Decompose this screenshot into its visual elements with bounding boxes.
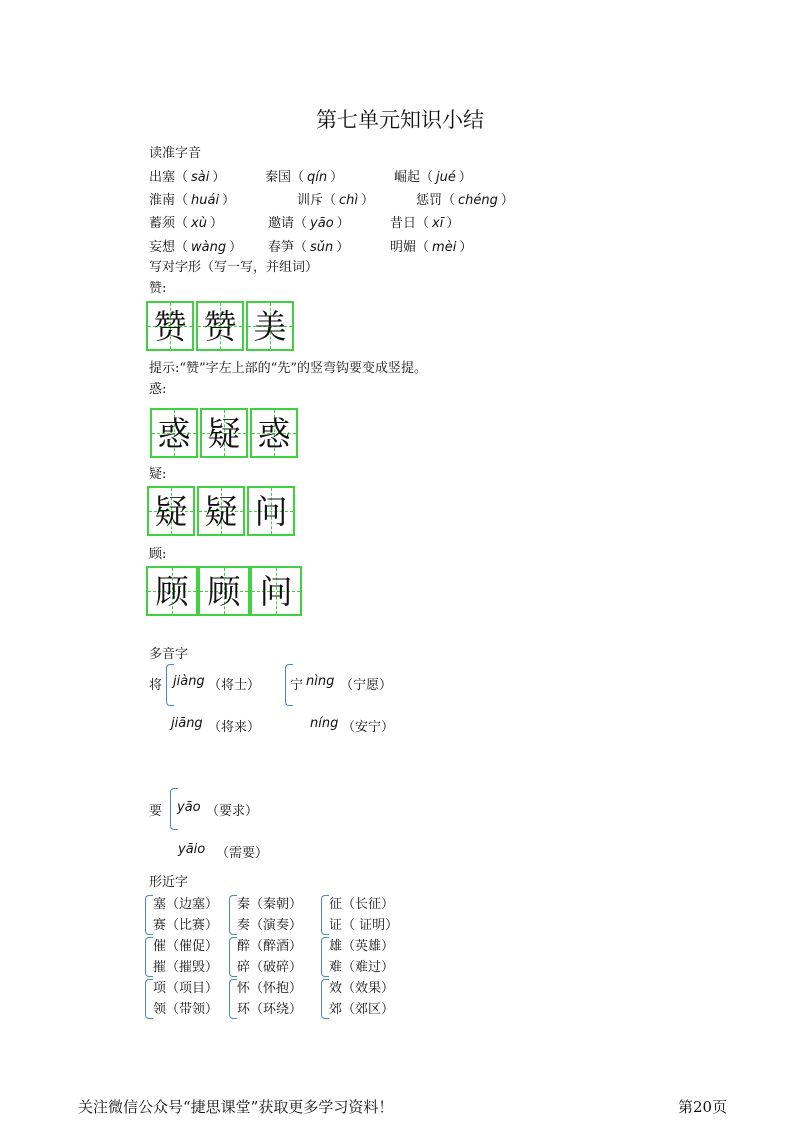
similar-item: 雄（英雄） [329,939,395,954]
similar-item: 奏（演奏） [237,918,303,933]
pronunciation-word: 邀请 [268,216,295,231]
group-label-zan: 赞: [149,281,167,296]
brace-similar [321,979,329,1019]
brace-similar [229,937,237,977]
brace-similar [229,895,237,935]
pronunciation-pinyin: chì [339,193,359,208]
page-number: 第20页 [678,1098,728,1116]
polyphone-py: jiàng [173,674,205,689]
pronunciation-word: 蓄须 [149,216,176,231]
similar-item: 怀（怀抱） [237,981,303,996]
grid-char: 问 [254,492,288,531]
pronunciation-item: 淮南（ huái ） [149,193,236,208]
pronunciation-pinyin: qín [307,170,328,185]
similar-item: 醉（醉酒） [237,939,303,954]
similar-heading: 形近字 [149,875,189,890]
pronunciation-pinyin: chéng [458,193,498,208]
brace-similar [321,895,329,935]
pronunciation-item: 惩罚（ chéng ） [416,193,514,208]
similar-item: 难（难过） [329,960,395,975]
similar-item: 催（催促） [153,939,219,954]
brace-similar [145,895,153,935]
pronunciation-word: 昔日 [390,216,417,231]
similar-item: 碎（破碎） [237,960,303,975]
pronunciation-item: 妄想（ wàng ） [149,240,243,255]
polyphone-word: （将士） [208,678,261,693]
polyphone-py: nìng [306,674,335,689]
polyphone-word: （安宁） [342,720,395,735]
pronunciation-word: 明媚 [390,240,417,255]
pronunciation-pinyin: wàng [191,240,227,255]
polyphone-py: yāio [178,842,206,857]
similar-item: 项（项目） [153,981,219,996]
group-label-gu: 顾: [149,547,167,562]
polyphone-heading: 多音字 [149,647,189,662]
similar-item: 证（ 证明） [329,918,399,933]
brace-similar [229,979,237,1019]
pronunciation-pinyin: xù [191,216,207,231]
grid-char: 顾 [155,572,189,611]
pronunciation-word: 淮南 [149,193,176,208]
grid-char: 疑 [204,492,238,531]
similar-item: 秦（秦朝） [237,897,303,912]
group-label-huo: 惑: [149,382,167,397]
polyphone-word: （宁愿） [340,678,393,693]
polyphone-char-jiang: 将 [149,678,163,693]
polyphone-py: níng [310,716,339,731]
pronunciation-item: 蓄须（ xù ） [149,216,223,231]
writing-tip: 提示:“赞”字左上部的“先”的竖弯钩要变成竖提。 [149,361,427,376]
pronunciation-pinyin: xī [432,216,444,231]
pronunciation-word: 妄想 [149,240,176,255]
pronunciation-item: 训斥（ chì ） [297,193,375,208]
brace-similar [145,937,153,977]
similar-item: 环（环绕） [237,1002,303,1017]
grid-char: 赞 [153,307,187,346]
pronunciation-word: 秦国 [265,170,292,185]
similar-item: 效（效果） [329,981,395,996]
pronunciation-item: 出塞（ sài ） [149,170,226,185]
pronunciation-word: 惩罚 [416,193,443,208]
grid-char: 美 [253,307,287,346]
brace-similar [145,979,153,1019]
writing-heading: 写对字形（写一写，并组词） [149,260,319,275]
pronunciation-word: 崛起 [394,170,421,185]
pronunciation-pinyin: mèi [432,240,457,255]
pronunciation-item: 明媚（ mèi ） [390,240,473,255]
similar-item: 征（长征） [329,897,395,912]
similar-item: 塞（边塞） [153,897,219,912]
similar-item: 赛（比赛） [153,918,219,933]
pronunciation-item: 昔日（ xī ） [390,216,460,231]
pronunciation-item: 秦国（ qín ） [265,170,344,185]
pronunciation-word: 出塞 [149,170,176,185]
pronunciation-word: 春笋 [268,240,295,255]
pronunciation-item: 邀请（ yāo ） [268,216,350,231]
pronunciation-pinyin: sǔn [310,240,334,255]
pronunciation-pinyin: sài [191,170,210,185]
pronunciation-word: 训斥 [297,193,324,208]
polyphone-py: yāo [177,800,201,815]
polyphone-word: （要求） [206,804,259,819]
similar-item: 郊（郊区） [329,1002,395,1017]
polyphone-word: （需要） [216,846,269,861]
grid-char: 惑 [157,414,191,453]
polyphone-char-ning: 宁 [290,678,304,693]
grid-char: 惑 [257,414,291,453]
pronunciation-pinyin: jué [436,170,456,185]
polyphone-char-yao: 要 [149,804,163,819]
page-title: 第七单元知识小结 [316,108,484,132]
group-label-yi: 疑: [149,467,167,482]
pronunciation-pinyin: huái [191,193,220,208]
grid-char: 疑 [207,414,241,453]
pronunciation-item: 春笋（ sǔn ） [268,240,350,255]
grid-char: 疑 [154,492,188,531]
similar-item: 领（带领） [153,1002,219,1017]
polyphone-word: （将来） [208,720,261,735]
similar-item: 摧（摧毁） [153,960,219,975]
polyphone-py: jiāng [171,716,203,731]
pronunciation-heading: 读准字音 [149,146,202,161]
grid-char: 顾 [207,572,241,611]
grid-char: 赞 [203,307,237,346]
pronunciation-pinyin: yāo [310,216,334,231]
brace-similar [321,937,329,977]
pronunciation-item: 崛起（ jué ） [394,170,472,185]
footer-note: 关注微信公众号“捷思课堂”获取更多学习资料！ [78,1098,394,1116]
grid-char: 问 [259,572,293,611]
